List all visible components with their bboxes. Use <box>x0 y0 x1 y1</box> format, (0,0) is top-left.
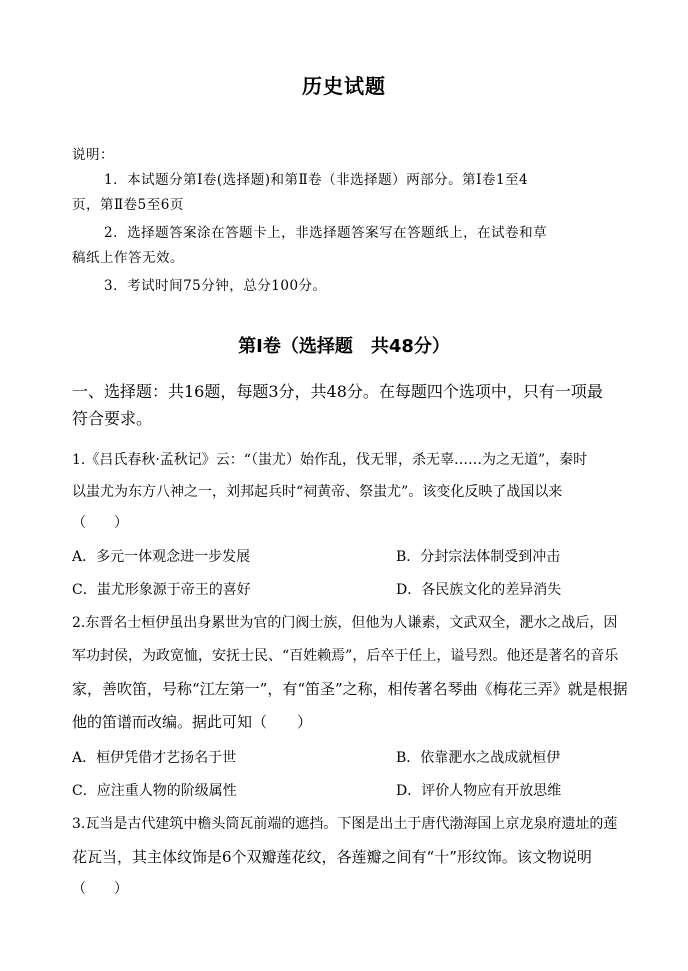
question-2-stem-line-4: 他的笛谱而改编。据此可知（ ） <box>72 713 313 731</box>
question-2-option-b: B．依靠淝水之战成就桓伊 <box>396 750 561 766</box>
question-1-option-b: B．分封宗法体制受到冲击 <box>396 549 561 565</box>
note-2-cont: 稿纸上作答无效。 <box>72 250 184 266</box>
note-1: 1．本试题分第Ⅰ卷(选择题)和第Ⅱ卷（非选择题）两部分。第Ⅰ卷1至4 <box>104 172 529 188</box>
page-title: 历史试题 <box>302 74 386 98</box>
note-2: 2．选择题答案涂在答题卡上，非选择题答案写在答题纸上，在试卷和草 <box>104 225 548 241</box>
question-1-stem: 1.《吕氏春秋·孟秋记》云：“（蚩尤）始作乱，伐无罪，杀无辜……为之无道”，秦时 <box>72 452 588 468</box>
question-2-stem-line-3: 家，善吹笛，号称“江左第一”，有“笛圣”之称，相传著名琴曲《梅花三弄》就是根据 <box>72 680 628 698</box>
question-1-stem-cont: 以蚩尤为东方八神之一，刘邦起兵时“祠黄帝、祭蚩尤”。该变化反映了战国以来 <box>72 484 563 500</box>
question-1-option-a: A．多元一体观念进一步发展 <box>72 549 251 565</box>
question-2-stem: 2.东晋名士桓伊虽出身累世为官的门阀士族，但他为人谦素，文武双全，淝水之战后，因 <box>72 615 618 631</box>
section-instructions: 一、选择题：共16题，每题3分，共48分。在每题四个选项中，只有一项最 <box>72 382 603 401</box>
note-1-cont: 页，第Ⅱ卷5至6页 <box>72 197 184 213</box>
question-1-option-d: D．各民族文化的差异消失 <box>396 582 562 598</box>
question-3-stem-cont: 花瓦当，其主体纹饰是6个双瓣莲花纹，各莲瓣之间有“十”形纹饰。该文物说明 <box>72 848 592 866</box>
question-2-option-d: D．评价人物应有开放思维 <box>396 783 562 799</box>
notes-heading: 说明： <box>72 147 114 163</box>
note-3: 3．考试时间75分钟，总分100分。 <box>104 278 327 294</box>
question-1-blank: （ ） <box>72 515 128 531</box>
question-1-option-c: C．蚩尤形象源于帝王的喜好 <box>72 582 251 598</box>
section-title: 第Ⅰ卷（选择题 共48分） <box>238 336 450 357</box>
question-2-stem-line-2: 军功封侯，为政宽恤，安抚士民、“百姓赖焉”，后卒于任上，谥号烈。他还是著名的音乐 <box>72 648 619 664</box>
question-3-blank: （ ） <box>72 881 128 897</box>
question-3-stem: 3.瓦当是古代建筑中檐头筒瓦前端的遮挡。下图是出土于唐代渤海国上京龙泉府遗址的莲 <box>72 816 618 832</box>
question-2-option-a: A．桓伊凭借才艺扬名于世 <box>72 750 237 766</box>
section-instructions-cont: 符合要求。 <box>72 409 153 428</box>
question-2-option-c: C．应注重人物的阶级属性 <box>72 783 237 799</box>
